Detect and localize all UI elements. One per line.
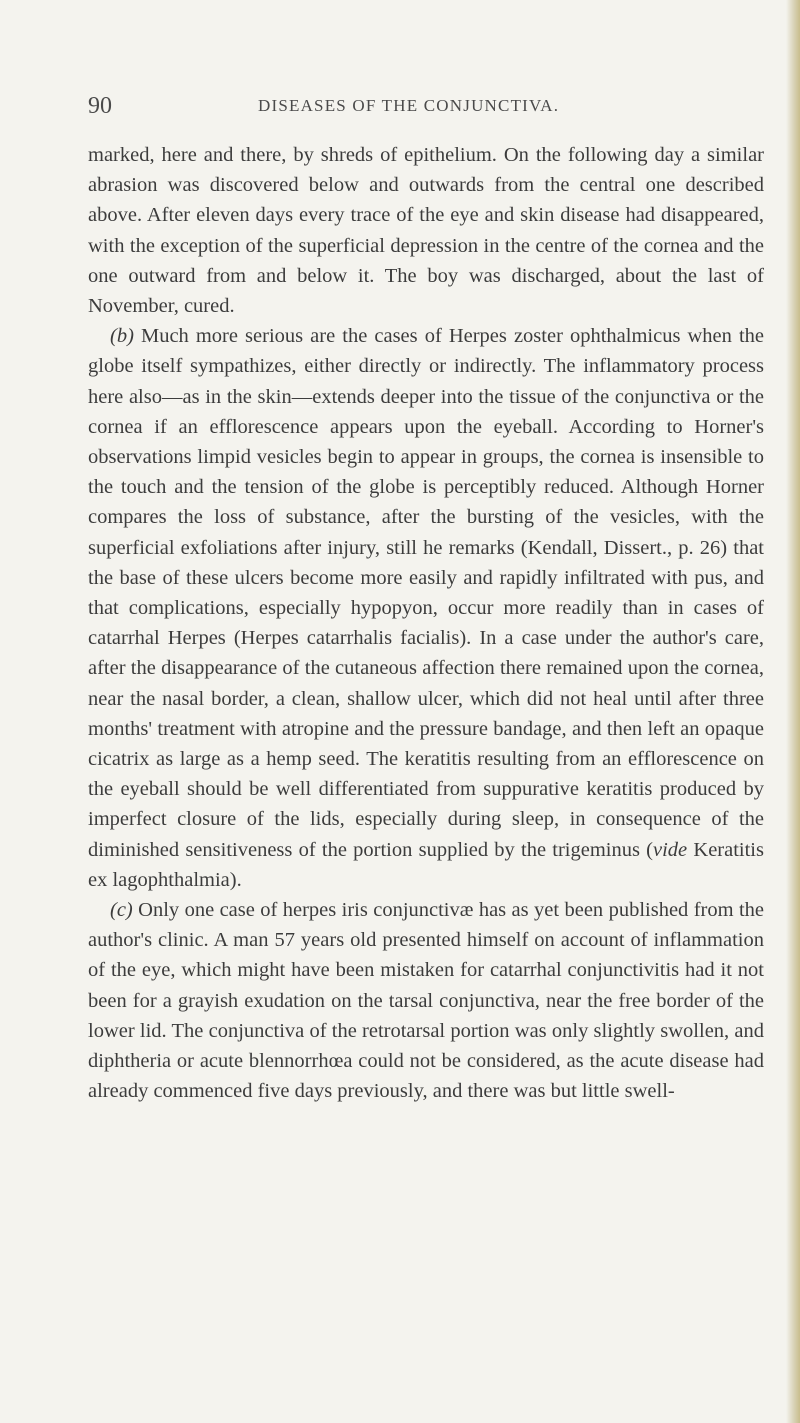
paragraph-b-marker: (b) bbox=[110, 325, 134, 348]
page-number: 90 bbox=[88, 93, 112, 119]
paragraph-b bbox=[88, 321, 764, 895]
running-title: DISEASES OF THE CONJUNCTIVA. bbox=[258, 96, 560, 115]
page-edge-shading bbox=[786, 0, 800, 1423]
paragraph-b-italic: vide bbox=[653, 838, 688, 861]
body-text bbox=[88, 140, 764, 1107]
paragraph-b-tail: Keratitis ex lagophthalmia). bbox=[88, 838, 764, 891]
paragraph-c bbox=[88, 895, 764, 1106]
paragraph-b-text: Much more serious are the cases of Herpes zoster ophthalmicus when the globe itself sympathizes, either directly or indirectly. The inflammatory process here also—as in the skin—extends deeper into the tissue of the conjunctiva or the cornea if an efflorescence appears upon the eyeball. According to Horner's observations limpid vesicles begin to appear in groups, the cornea is insensible to the touch and the tension of the globe is perceptibly reduced. Although Horner compares the loss of substance, after the bursting of the vesicles, with the superficial exfoliations after injury, still he remarks (Kendall, Dissert., p. 26) that the base of these ulcers become more easily and rapidly infiltrated with pus, and that complications, especially hypopyon, occur more readily than in cases of catarrhal Herpes (Herpes catarrhalis facialis). In a case under the author's care, after the disappearance of the cutaneous affection there remained upon the cornea, near the nasal border, a clean, shallow ulcer, which did not heal until after three months' treatment with atropine and the pressure bandage, and then left an opaque cicatrix as large as a hemp seed. The keratitis resulting from an efflorescence on the eyeball should be well differentiated from suppurative keratitis produced by imperfect closure of the lids, especially during sleep, in consequence of the diminished sensitiveness of the portion supplied by the trigeminus ( bbox=[88, 325, 764, 861]
page-header bbox=[88, 88, 764, 124]
paragraph-c-text: Only one case of herpes iris conjunctivæ has as yet been published from the author's clinic. A man 57 years old presented himself on account of inflammation of the eye, which might have been mistaken for catarrhal conjunctivitis had it not been for a grayish exudation on the tarsal conjunctiva, near the free border of the lower lid. The conjunctiva of the retrotarsal portion was only slightly swollen, and diphtheria or acute blennorrhœa could not be considered, as the acute disease had already commenced five days previously, and there was but little swell- bbox=[88, 899, 764, 1103]
paragraph-1 bbox=[88, 140, 764, 321]
paragraph-c-marker: (c) bbox=[110, 899, 133, 922]
paragraph-1-text: marked, here and there, by shreds of epithelium. On the following day a similar abrasion was discovered below and outwards from the central one described above. After eleven days every trace of the eye and skin disease had disappeared, with the exception of the superficial depression in the centre of the cornea and the one outward from and below it. The boy was discharged, about the last of November, cured. bbox=[88, 144, 764, 318]
